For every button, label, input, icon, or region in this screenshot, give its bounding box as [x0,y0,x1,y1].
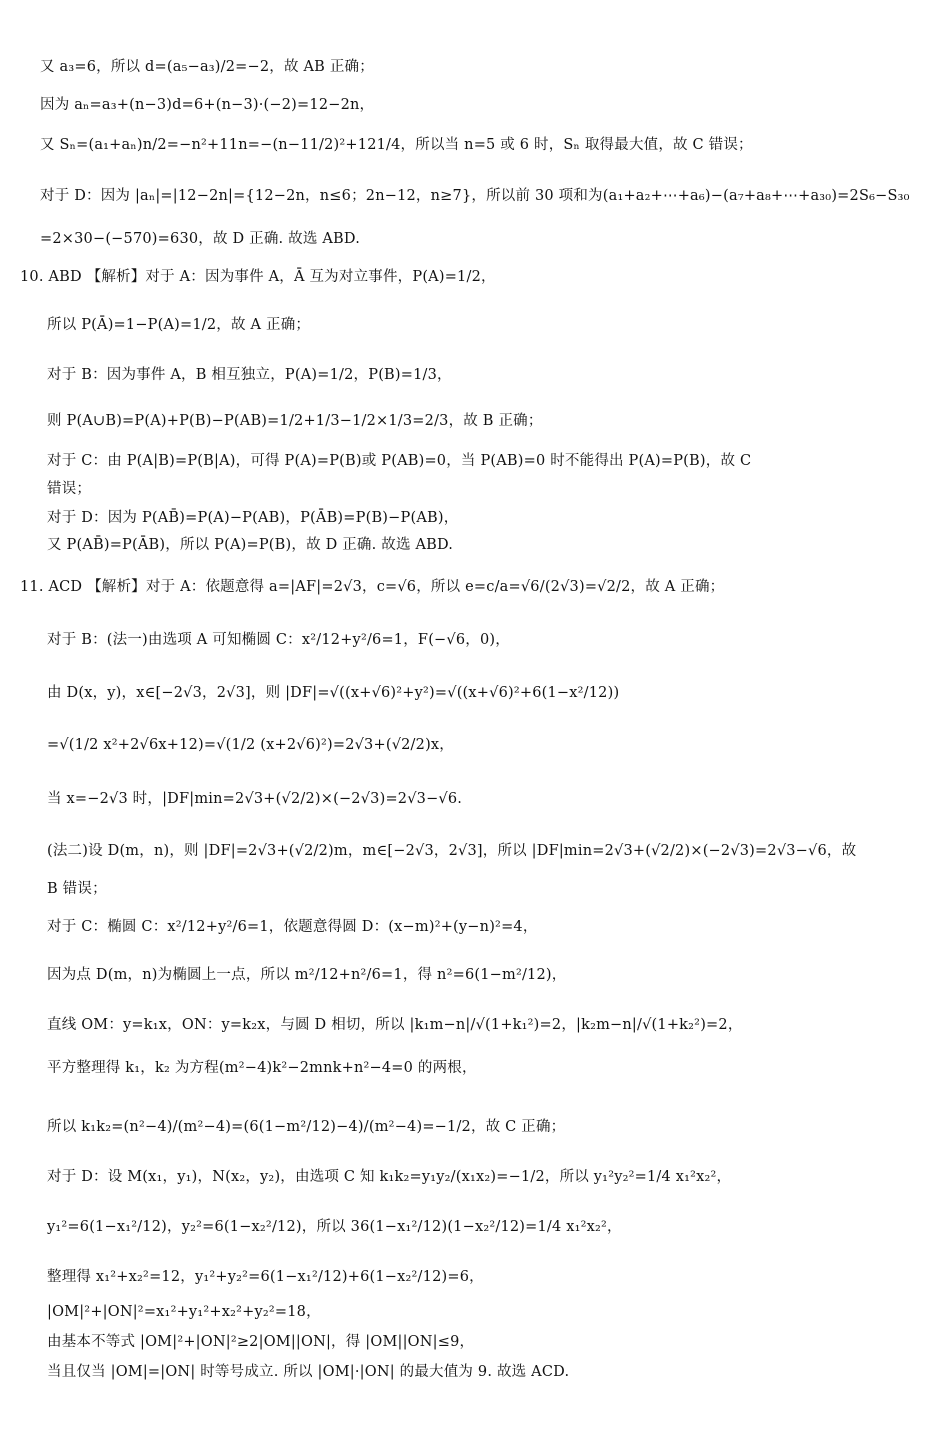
text-line: 对于 D：因为 P(AB̄)=P(A)−P(AB)，P(ĀB)=P(B)−P(AB)， [47,510,459,526]
text-line: B 错误； [47,881,107,897]
text-line: 当 x=−2√3 时，|DF|min=2√3+(√2/2)×(−2√3)=2√3−√6. [47,791,463,807]
text-line: 由基本不等式 |OM|²+|ON|²≥2|OM||ON|，得 |OM||ON|≤9， [47,1334,475,1350]
text-line: =2×30−(−570)=630，故 D 正确. 故选 ABD. [40,231,361,247]
text-line: 整理得 x₁²+x₂²=12，y₁²+y₂²=6(1−x₁²/12)+6(1−x₂²/12)=6， [47,1269,484,1285]
text-line: y₁²=6(1−x₁²/12)，y₂²=6(1−x₂²/12)，所以 36(1−x₁²/12)(1−x₂²/12)=1/4 x₁²x₂²， [47,1219,622,1235]
text-line: 对于 D：因为 |aₙ|=|12−2n|={12−2n，n≤6；2n−12，n≥7}，所以前 30 项和为(a₁+a₂+⋯+a₆)−(a₇+a₈+⋯+a₃₀)=2S₆−S₃₀ [40,188,910,204]
text-line: 因为 aₙ=a₃+(n−3)d=6+(n−3)·(−2)=12−2n， [40,97,375,113]
text-line: 对于 D：设 M(x₁，y₁)，N(x₂，y₂)，由选项 C 知 k₁k₂=y₁y₂/(x₁x₂)=−1/2，所以 y₁²y₂²=1/4 x₁²x₂²， [47,1169,732,1185]
text-line: 对于 B：因为事件 A，B 相互独立，P(A)=1/2，P(B)=1/3， [47,367,452,383]
text-line: 直线 OM：y=k₁x，ON：y=k₂x，与圆 D 相切，所以 |k₁m−n|/√(1+k₁²)=2，|k₂m−n|/√(1+k₂²)=2， [47,1017,743,1033]
text-line: 由 D(x，y)，x∈[−2√3，2√3]，则 |DF|=√((x+√6)²+y²)=√((x+√6)²+6(1−x²/12)) [47,685,620,701]
text-line: 对于 C：由 P(A|B)=P(B|A)，可得 P(A)=P(B)或 P(AB)=0，当 P(AB)=0 时不能得出 P(A)=P(B)，故 C [47,453,752,469]
question-10-heading: 10. ABD 【解析】对于 A：因为事件 A，Ā 互为对立事件，P(A)=1/2， [20,269,496,285]
text-line: 对于 C：椭圆 C：x²/12+y²/6=1，依题意得圆 D：(x−m)²+(y−n)²=4， [47,919,538,935]
text-line: 又 Sₙ=(a₁+aₙ)n/2=−n²+11n=−(n−11/2)²+121/4，所以当 n=5 或 6 时，Sₙ 取得最大值，故 C 错误； [40,137,753,153]
text-line: 又 P(AB̄)=P(ĀB)，所以 P(A)=P(B)，故 D 正确. 故选 ABD. [47,537,454,553]
question-11-heading: 11. ACD 【解析】对于 A：依题意得 a=|AF|=2√3，c=√6，所以 e=c/a=√6/(2√3)=√2/2，故 A 正确； [20,579,725,595]
text-line: 平方整理得 k₁，k₂ 为方程(m²−4)k²−2mnk+n²−4=0 的两根， [47,1060,477,1076]
text-line: 则 P(A∪B)=P(A)+P(B)−P(AB)=1/2+1/3−1/2×1/3=2/3，故 B 正确； [47,413,543,429]
text-line: 所以 P(Ā)=1−P(A)=1/2，故 A 正确； [47,317,311,333]
text-line: 因为点 D(m，n)为椭圆上一点，所以 m²/12+n²/6=1，得 n²=6(1−m²/12)， [47,967,567,983]
text-line: |OM|²+|ON|²=x₁²+y₁²+x₂²+y₂²=18， [47,1304,321,1320]
text-line: 又 a₃=6，所以 d=(a₅−a₃)/2=−2，故 AB 正确； [40,59,374,75]
text-line: 所以 k₁k₂=(n²−4)/(m²−4)=(6(1−m²/12)−4)/(m²−4)=−1/2，故 C 正确； [47,1119,566,1135]
text-line: 错误； [47,481,92,497]
text-line: 对于 B：(法一)由选项 A 可知椭圆 C：x²/12+y²/6=1，F(−√6，0)， [47,632,510,648]
text-line: =√(1/2 x²+2√6x+12)=√(1/2 (x+2√6)²)=2√3+(√2/2)x， [47,737,455,753]
text-line: 当且仅当 |OM|=|ON| 时等号成立. 所以 |OM|·|ON| 的最大值为 9. 故选 ACD. [47,1364,570,1380]
text-line: (法二)设 D(m，n)，则 |DF|=2√3+(√2/2)m，m∈[−2√3，2√3]，所以 |DF|min=2√3+(√2/2)×(−2√3)=2√3−√6，故 [47,843,857,859]
